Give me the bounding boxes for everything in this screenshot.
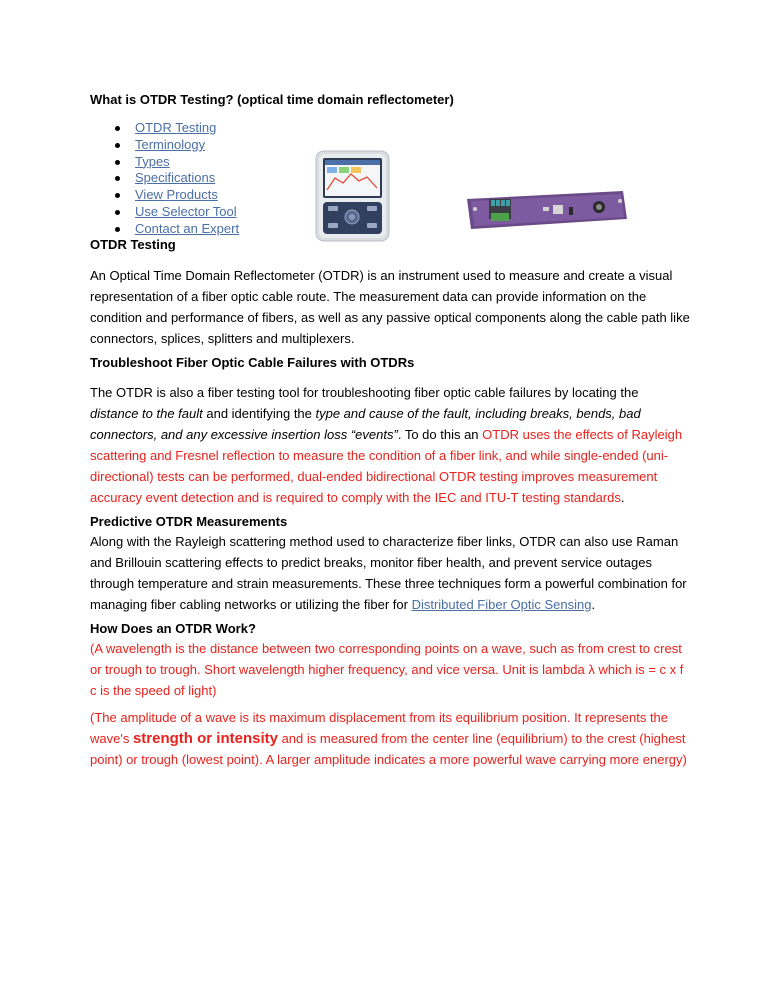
bullet-icon xyxy=(115,176,120,181)
text-run: Along with the Rayleigh scattering method used to characterize fiber links, OTDR can also use Raman and Brillouin scattering effects to predict breaks, monitor fiber health, and prevent service outages through temperature and strain measurements. These three techniques form a powerful combination for managing fiber cabling networks or utilizing the fiber for xyxy=(90,534,687,612)
toc-item xyxy=(90,154,239,171)
bullet-icon xyxy=(115,143,120,148)
italic-text-run: type and cause of the fault, including breaks, bends, bad connectors, and any excessive insertion loss “events” xyxy=(90,406,641,442)
bullet-icon xyxy=(115,160,120,165)
troubleshoot-heading: Troubleshoot Fiber Optic Cable Failures with OTDRs xyxy=(90,355,415,370)
text-run: . To do this an xyxy=(397,427,483,442)
toc-item xyxy=(90,120,239,137)
toc-link-selector-tool[interactable]: Use Selector Tool xyxy=(135,203,237,219)
toc-item xyxy=(90,204,239,221)
bullet-icon xyxy=(115,210,120,215)
text-run: and identifying the xyxy=(202,406,316,421)
toc-link-types[interactable]: Types xyxy=(135,153,170,169)
emphasized-text-run: strength or intensity xyxy=(132,730,278,747)
text-run: The OTDR is also a fiber testing tool for troubleshooting fiber optic cable failures by locating the xyxy=(90,385,639,400)
italic-text-run: distance to the fault xyxy=(90,406,203,421)
bullet-icon xyxy=(115,193,120,198)
highlighted-text-run: OTDR uses the effects of Rayleigh scattering and Fresnel reflection to measure the condition of a fiber link, and while single-ended (uni-directional) tests can be performed, dual-ended bidirectional OTDR testing improves measurement accuracy event detection and is required to comply with the IEC and ITU-T testing standards xyxy=(90,427,683,505)
text-run: . xyxy=(591,597,596,612)
predictive-paragraph xyxy=(90,531,690,615)
otdr-rack-module-image xyxy=(463,185,630,233)
wavelength-note: (A wavelength is the distance between two corresponding points on a wave, such as from crest to crest or trough to trough. Short wavelength higher frequency, and vice versa. Unit is lambda λ which is = c x f c is the speed of light) xyxy=(90,641,684,698)
text-run: and is measured from the center line (equilibrium) to the crest (highest point) or trough (lowest point). A larger amplitude indicates a more powerful wave carrying more energy) xyxy=(90,731,687,767)
toc-links xyxy=(90,120,239,238)
how-it-works-heading: How Does an OTDR Work? xyxy=(90,621,256,636)
distributed-sensing-link[interactable]: Distributed Fiber Optic Sensing xyxy=(411,597,592,612)
otdr-testing-paragraph: An Optical Time Domain Reflectometer (OTDR) is an instrument used to measure and create a visual representation of a fiber optic cable route. The measurement data can provide information on the condition and performance of fibers, as well as any passive optical components along the cable path like connectors, splices, splitters and multiplexers. xyxy=(90,268,690,346)
text-run: . xyxy=(620,490,625,505)
toc-item xyxy=(90,137,239,154)
otdr-handheld-device-image xyxy=(315,150,390,242)
toc-link-specifications[interactable]: Specifications xyxy=(135,170,216,186)
predictive-heading: Predictive OTDR Measurements xyxy=(90,514,288,529)
toc-link-view-products[interactable]: View Products xyxy=(135,187,218,203)
toc-link-terminology[interactable]: Terminology xyxy=(135,136,206,152)
troubleshoot-paragraph xyxy=(90,382,690,508)
toc-link-contact-expert[interactable]: Contact an Expert xyxy=(135,220,240,236)
text-run: (The amplitude of a wave is its maximum displacement from its equilibrium position. It represents the wave's xyxy=(90,710,669,746)
page-title: What is OTDR Testing? (optical time domain reflectometer) xyxy=(90,92,454,107)
bullet-icon xyxy=(115,126,120,131)
bullet-icon xyxy=(115,227,120,232)
amplitude-note xyxy=(90,707,690,770)
toc-link-otdr-testing[interactable]: OTDR Testing xyxy=(135,120,217,135)
toc-item xyxy=(90,170,239,187)
toc-item xyxy=(90,187,239,204)
toc-item xyxy=(90,221,239,238)
otdr-testing-heading: OTDR Testing xyxy=(90,237,176,252)
